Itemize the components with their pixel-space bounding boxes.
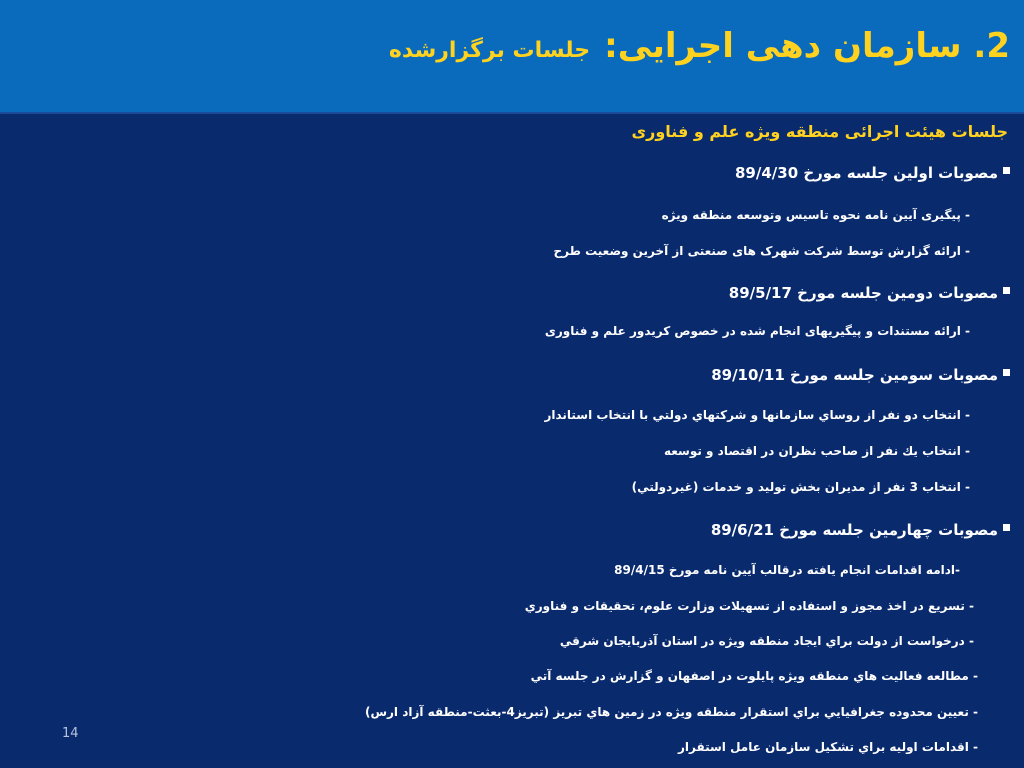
meeting-item: - ارائه مستندات و پیگیریهای انجام شده در خصوص کریدور علم و فناوری	[544, 324, 970, 338]
meeting-heading-3	[711, 366, 1010, 384]
meeting-item: -ادامه اقدامات انجام یافته درقالب آیین نامه مورخ 89/4/15	[614, 563, 960, 577]
meeting-item: - تسريع در اخذ مجوز و استفاده از تسهيلات وزارت علوم، تحقيقات و فناوري	[524, 599, 974, 613]
meeting-item: - درخواست از دولت براي ايجاد منطقه ويژه در استان آذربايجان شرقي	[559, 634, 974, 648]
meeting-heading-text: مصوبات چهارمین جلسه مورخ 89/6/21	[710, 521, 998, 539]
slide-title	[389, 26, 1010, 66]
square-bullet-icon	[1003, 287, 1010, 294]
meeting-item: - انتخاب دو نفر از روساي سازمانها و شرکتهاي دولتي با انتخاب استاندار	[544, 408, 970, 422]
slide-header	[0, 0, 1024, 114]
meeting-heading-4	[711, 521, 1010, 539]
meeting-heading-2	[729, 284, 1010, 302]
meeting-item: - اقدامات اوليه براي تشكيل سازمان عامل استقرار	[677, 740, 978, 754]
section-title: جلسات هیئت اجرائی منطقه ویژه علم و فناوری	[631, 122, 1008, 141]
meeting-heading-text: مصوبات سومین جلسه مورخ 89/10/11	[711, 366, 998, 384]
meeting-heading-1	[735, 164, 1010, 182]
meeting-item: - انتخاب 3 نفر از مديران بخش توليد و خدمات (غيردولتي)	[631, 480, 970, 494]
meeting-item: - تعيين محدوده جغرافيايي براي استقرار منطقه ويژه در زمين هاي تبريز (تبريز4-بعثت-منطقه آزاد ارس)	[364, 705, 978, 719]
meeting-item: - ارائه گزارش توسط شرکت شهرک های صنعتی از آخرین وضعیت طرح	[553, 244, 970, 258]
slide-content	[10, 118, 1010, 758]
title-subtitle: جلسات برگزارشده	[388, 38, 591, 63]
meeting-item: - پیگیری آیین نامه نحوه تاسیس وتوسعه منطقه ویژه	[661, 208, 970, 222]
page-number: 14	[62, 726, 79, 741]
meeting-item: - انتخاب يك نفر از صاحب نظران در اقتصاد و توسعه	[663, 444, 970, 458]
meeting-item: - مطالعه فعاليت هاي منطقه ويژه پايلوت در اصفهان و گزارش در جلسه آتي	[530, 669, 978, 683]
square-bullet-icon	[1003, 369, 1010, 376]
meeting-heading-text: مصوبات اولین جلسه مورخ 89/4/30	[734, 164, 998, 182]
meeting-heading-text: مصوبات دومین جلسه مورخ 89/5/17	[728, 284, 998, 302]
title-main: 2. سازمان دهی اجرایی:	[604, 26, 1010, 66]
square-bullet-icon	[1003, 167, 1010, 174]
square-bullet-icon	[1003, 524, 1010, 531]
